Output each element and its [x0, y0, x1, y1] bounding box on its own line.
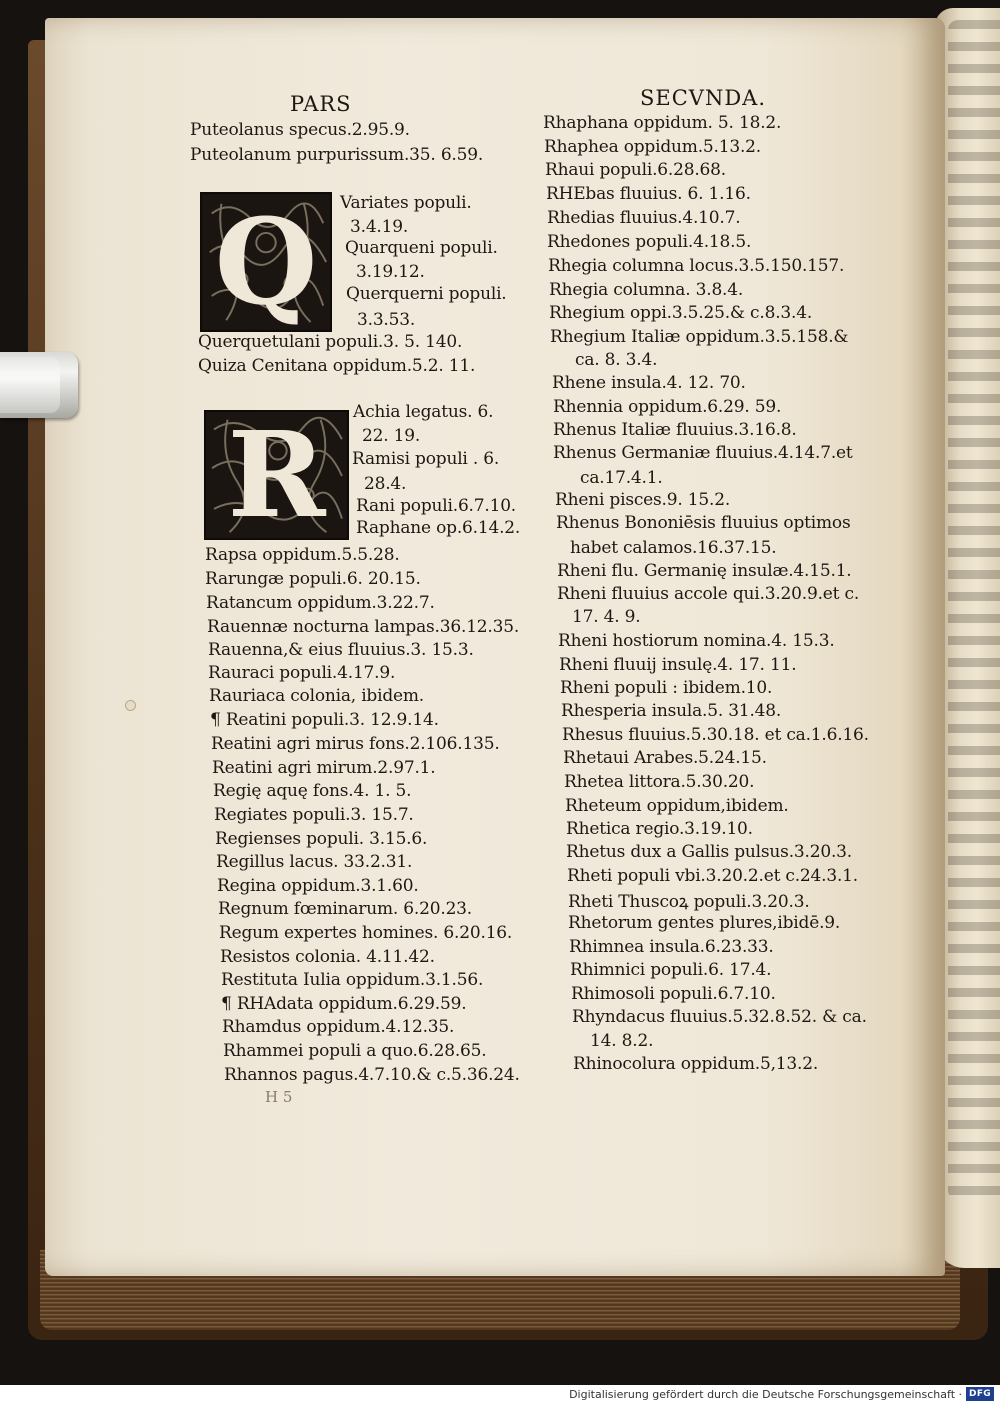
index-entry: Rhimosoli populi.6.7.10. — [571, 984, 776, 1004]
index-entry: Ratancum oppidum.3.22.7. — [206, 593, 435, 613]
index-entry: Rhimnici populi.6. 17.4. — [570, 960, 772, 980]
running-head-left: PARS — [290, 92, 352, 116]
index-entry: 3.19.12. — [356, 262, 425, 282]
index-entry: Rheni fluuius accole qui.3.20.9.et c. — [557, 584, 860, 604]
index-entry: Rhammei populi a quo.6.28.65. — [223, 1041, 487, 1061]
index-entry: Rhamdus oppidum.4.12.35. — [222, 1017, 455, 1037]
index-entry: Ramisi populi . 6. — [352, 449, 500, 469]
index-entry: 3.3.53. — [357, 310, 416, 330]
index-entry: Raphane op.6.14.2. — [356, 518, 521, 538]
index-entry: Rhannos pagus.4.7.10.& c.5.36.24. — [224, 1065, 520, 1085]
initial-letter-r: R — [227, 410, 326, 540]
index-entry: ca. 8. 3.4. — [575, 350, 658, 370]
index-entry: Rhenus Italiæ fluuius.3.16.8. — [553, 420, 797, 440]
index-entry: Regnum fœminarum. 6.20.23. — [218, 899, 473, 919]
index-entry: Reatini agri mirum.2.97.1. — [212, 758, 436, 778]
footer-credit: Digitalisierung gefördert durch die Deutsche Forschungsgemeinschaft · — [569, 1388, 962, 1401]
index-entry: 17. 4. 9. — [572, 607, 641, 627]
signature-mark: H 5 — [265, 1088, 293, 1106]
index-entry: habet calamos.16.37.15. — [570, 538, 777, 558]
index-entry: Regina oppidum.3.1.60. — [217, 876, 419, 896]
index-entry: Rauraci populi.4.17.9. — [208, 663, 396, 683]
index-entry: 28.4. — [364, 474, 407, 494]
index-entry: Puteolanus specus.2.95.9. — [190, 120, 410, 140]
page-clamp-highlight — [0, 357, 60, 413]
index-entry: Rauriaca colonia, ibidem. — [209, 686, 425, 706]
index-entry: Rani populi.6.7.10. — [356, 496, 517, 516]
index-entry: Regum expertes homines. 6.20.16. — [219, 923, 513, 943]
index-entry: Rapsa oppidum.5.5.28. — [205, 545, 400, 565]
index-entry: Rheni hostiorum nomina.4. 15.3. — [558, 631, 835, 651]
index-entry: RHEbas fluuius. 6. 1.16. — [546, 184, 751, 204]
index-entry: 14. 8.2. — [590, 1031, 654, 1051]
index-entry: Rhetaui Arabes.5.24.15. — [563, 748, 767, 768]
index-entry: Rhene insula.4. 12. 70. — [552, 373, 746, 393]
index-entry: Rauenna,& eius fluuius.3. 15.3. — [208, 640, 474, 660]
index-entry: Rhenus Germaniæ fluuius.4.14.7.et — [553, 443, 853, 463]
index-entry: Rhedones populi.4.18.5. — [547, 232, 752, 252]
index-entry: Rheni populi : ibidem.10. — [560, 678, 773, 698]
index-entry: Rhimnea insula.6.23.33. — [569, 937, 774, 957]
index-entry: Rhegium oppi.3.5.25.& c.8.3.4. — [549, 303, 813, 323]
facing-page-text — [948, 20, 1000, 1200]
index-entry: Achia legatus. 6. — [353, 402, 494, 422]
index-entry: 22. 19. — [362, 426, 421, 446]
index-entry: Reatini agri mirus fons.2.106.135. — [211, 734, 500, 754]
index-entry: Rheni pisces.9. 15.2. — [555, 490, 731, 510]
initial-letter-q: Q — [214, 192, 318, 331]
index-entry: Regiates populi.3. 15.7. — [214, 805, 414, 825]
index-entry: Rhaui populi.6.28.68. — [545, 160, 726, 180]
paper-hole — [125, 700, 136, 711]
index-entry: Rauennæ nocturna lampas.36.12.35. — [207, 617, 520, 637]
index-entry: Rhetica regio.3.19.10. — [566, 819, 753, 839]
index-entry: Rhaphea oppidum.5.13.2. — [544, 137, 761, 157]
dfg-logo-icon: DFG — [966, 1387, 994, 1401]
index-entry: Regienses populi. 3.15.6. — [215, 829, 428, 849]
index-entry: Quiza Cenitana oppidum.5.2. 11. — [198, 356, 476, 376]
index-entry: ¶ Reatini populi.3. 12.9.14. — [210, 710, 439, 730]
index-entry: Rhesus fluuius.5.30.18. et ca.1.6.16. — [562, 725, 869, 745]
index-entry: Puteolanum purpurissum.35. 6.59. — [190, 145, 484, 165]
index-entry: ¶ RHAdata oppidum.6.29.59. — [221, 994, 467, 1014]
index-entry: Rhetus dux a Gallis pulsus.3.20.3. — [566, 842, 852, 862]
index-entry: Rhaphana oppidum. 5. 18.2. — [543, 113, 782, 133]
index-entry: Rhenus Bononiēsis fluuius optimos — [556, 513, 851, 533]
index-entry: Rhegia columna locus.3.5.150.157. — [548, 256, 845, 276]
index-entry: Rhetorum gentes plures,ibidē.9. — [568, 913, 841, 933]
index-entry: Rhinocolura oppidum.5,13.2. — [573, 1054, 819, 1074]
index-entry: Rheti Thuscoꝝ populi.3.20.3. — [568, 892, 810, 912]
index-entry: Rhegium Italiæ oppidum.3.5.158.& — [550, 327, 849, 347]
index-entry: Quarqueni populi. — [345, 238, 498, 258]
index-entry: Rheni fluuij insulę.4. 17. 11. — [559, 655, 797, 675]
index-entry: Regię aquę fons.4. 1. 5. — [213, 781, 412, 801]
index-entry: Resistos colonia. 4.11.42. — [220, 947, 435, 967]
index-entry: Rheni flu. Germanię insulæ.4.15.1. — [557, 561, 852, 581]
index-entry: Querquetulani populi.3. 5. 140. — [198, 332, 463, 352]
index-entry: Rhetea littora.5.30.20. — [564, 772, 755, 792]
woodcut-initial-r — [204, 410, 349, 540]
index-entry: 3.4.19. — [350, 217, 409, 237]
woodcut-initial-q — [200, 192, 332, 332]
index-entry: Variates populi. — [340, 193, 472, 213]
index-entry: Rhyndacus fluuius.5.32.8.52. & ca. — [572, 1007, 867, 1027]
index-entry: Rarungæ populi.6. 20.15. — [205, 569, 421, 589]
index-entry: Rheteum oppidum,ibidem. — [565, 796, 789, 816]
index-entry: Rhegia columna. 3.8.4. — [549, 280, 744, 300]
index-entry: ca.17.4.1. — [580, 468, 663, 488]
index-entry: Rheti populi vbi.3.20.2.et c.24.3.1. — [567, 866, 859, 886]
index-entry: Querquerni populi. — [346, 284, 507, 304]
index-entry: Rhedias fluuius.4.10.7. — [547, 208, 741, 228]
index-entry: Rhennia oppidum.6.29. 59. — [553, 397, 782, 417]
index-entry: Rhesperia insula.5. 31.48. — [561, 701, 782, 721]
index-entry: Regillus lacus. 33.2.31. — [216, 852, 413, 872]
running-head-right: SECVNDA. — [640, 86, 767, 110]
index-entry: Restituta Iulia oppidum.3.1.56. — [221, 970, 484, 990]
